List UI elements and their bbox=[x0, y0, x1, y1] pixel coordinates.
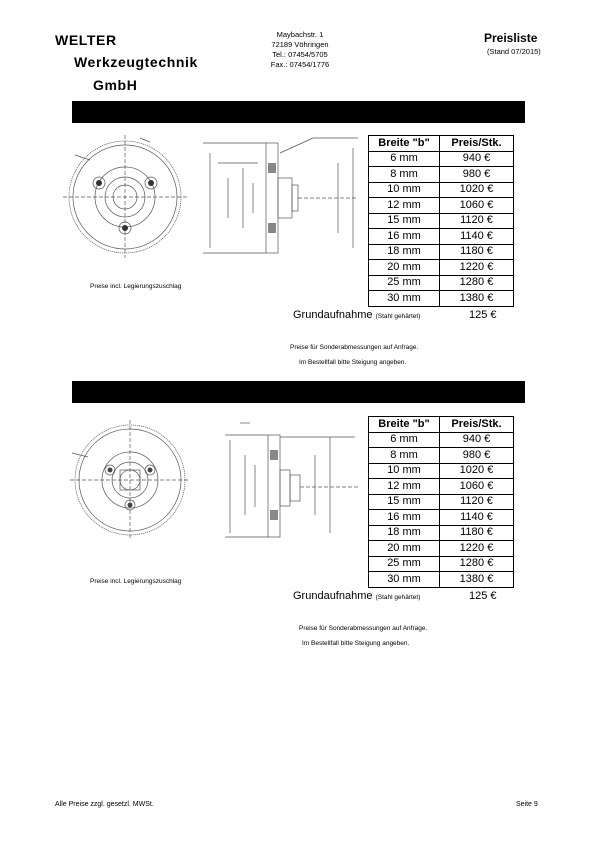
base-holder-label: Grundaufnahme bbox=[293, 590, 373, 602]
section-1-front-view-drawing bbox=[60, 130, 190, 265]
price-cell: 1220 € bbox=[440, 541, 514, 557]
company-name-line1: WELTER bbox=[55, 32, 117, 48]
width-cell: 20 mm bbox=[369, 260, 440, 276]
price-cell: 980 € bbox=[440, 448, 514, 464]
table-row bbox=[369, 198, 514, 214]
width-cell: 16 mm bbox=[369, 229, 440, 245]
price-cell: 1180 € bbox=[440, 525, 514, 541]
table-row bbox=[369, 556, 514, 572]
page-title: Preisliste bbox=[484, 31, 538, 45]
price-cell: 1220 € bbox=[440, 260, 514, 276]
table-row bbox=[369, 167, 514, 183]
width-cell: 30 mm bbox=[369, 291, 440, 307]
price-cell: 1180 € bbox=[440, 244, 514, 260]
col-price-header: Preis/Stk. bbox=[440, 136, 514, 152]
section-2-side-view-drawing bbox=[220, 415, 370, 545]
section-2-pitch-note: Im Bestellfall bitte Steigung angeben. bbox=[302, 640, 410, 647]
address-fax: Fax.: 07454/1776 bbox=[270, 60, 330, 69]
section-1-price-table bbox=[368, 135, 514, 307]
table-row bbox=[369, 572, 514, 588]
section-1-special-sizes-note: Preise für Sonderabmessungen auf Anfrage. bbox=[290, 344, 419, 351]
table-row bbox=[369, 213, 514, 229]
footer-vat-note: Alle Preise zzgl. gesetzl. MWSt. bbox=[55, 801, 154, 808]
section-2-front-view-drawing bbox=[60, 415, 190, 545]
table-row bbox=[369, 244, 514, 260]
width-cell: 18 mm bbox=[369, 525, 440, 541]
width-cell: 30 mm bbox=[369, 572, 440, 588]
section-1-bar bbox=[72, 101, 525, 123]
base-holder-note: (Stahl gehärtet) bbox=[375, 594, 421, 601]
price-cell: 1120 € bbox=[440, 213, 514, 229]
price-cell: 1120 € bbox=[440, 494, 514, 510]
width-cell: 10 mm bbox=[369, 463, 440, 479]
price-cell: 1020 € bbox=[440, 463, 514, 479]
table-row bbox=[369, 260, 514, 276]
width-cell: 8 mm bbox=[369, 167, 440, 183]
price-cell: 980 € bbox=[440, 167, 514, 183]
width-cell: 15 mm bbox=[369, 213, 440, 229]
width-cell: 15 mm bbox=[369, 494, 440, 510]
width-cell: 25 mm bbox=[369, 556, 440, 572]
price-cell: 940 € bbox=[440, 432, 514, 448]
table-row bbox=[369, 525, 514, 541]
table-row bbox=[369, 291, 514, 307]
section-1-alloy-note: Preise incl. Legierungszuschlag bbox=[90, 283, 182, 290]
width-cell: 10 mm bbox=[369, 182, 440, 198]
table-row bbox=[369, 510, 514, 526]
table-row bbox=[369, 151, 514, 167]
address-street: Maybachstr. 1 bbox=[276, 30, 324, 39]
width-cell: 12 mm bbox=[369, 479, 440, 495]
base-holder-label: Grundaufnahme bbox=[293, 309, 373, 321]
table-row bbox=[369, 182, 514, 198]
width-cell: 20 mm bbox=[369, 541, 440, 557]
table-row bbox=[369, 494, 514, 510]
width-cell: 6 mm bbox=[369, 432, 440, 448]
width-cell: 18 mm bbox=[369, 244, 440, 260]
price-cell: 1060 € bbox=[440, 198, 514, 214]
width-cell: 12 mm bbox=[369, 198, 440, 214]
table-row bbox=[369, 448, 514, 464]
price-cell: 1280 € bbox=[440, 275, 514, 291]
base-holder-note: (Stahl gehärtet) bbox=[375, 313, 421, 320]
page-number: Seite 9 bbox=[516, 801, 538, 808]
price-cell: 1280 € bbox=[440, 556, 514, 572]
address-city: 72189 Vöhringen bbox=[271, 40, 329, 49]
table-row bbox=[369, 541, 514, 557]
address-tel: Tel.: 07454/5705 bbox=[272, 50, 328, 59]
company-name-line2: Werkzeugtechnik bbox=[74, 54, 198, 70]
price-cell: 1140 € bbox=[440, 510, 514, 526]
section-2-base-holder-price: 125 € bbox=[469, 590, 497, 602]
table-row bbox=[369, 275, 514, 291]
price-cell: 1380 € bbox=[440, 291, 514, 307]
table-row bbox=[369, 463, 514, 479]
width-cell: 6 mm bbox=[369, 151, 440, 167]
section-2-base-holder bbox=[293, 590, 420, 602]
price-cell: 1380 € bbox=[440, 572, 514, 588]
section-2-alloy-note: Preise incl. Legierungszuschlag bbox=[90, 578, 182, 585]
price-cell: 1140 € bbox=[440, 229, 514, 245]
col-width-header: Breite "b" bbox=[369, 417, 440, 433]
width-cell: 8 mm bbox=[369, 448, 440, 464]
section-1-base-holder-price: 125 € bbox=[469, 309, 497, 321]
table-row bbox=[369, 229, 514, 245]
company-address bbox=[240, 30, 360, 70]
price-cell: 1020 € bbox=[440, 182, 514, 198]
table-header-row bbox=[369, 136, 514, 152]
section-1-pitch-note: Im Bestellfall bitte Steigung angeben. bbox=[299, 359, 407, 366]
company-name-line3: GmbH bbox=[93, 77, 138, 93]
price-cell: 940 € bbox=[440, 151, 514, 167]
width-cell: 25 mm bbox=[369, 275, 440, 291]
col-price-header: Preis/Stk. bbox=[440, 417, 514, 433]
section-2-price-table bbox=[368, 416, 514, 588]
section-1-side-view-drawing bbox=[198, 133, 363, 261]
price-cell: 1060 € bbox=[440, 479, 514, 495]
width-cell: 16 mm bbox=[369, 510, 440, 526]
col-width-header: Breite "b" bbox=[369, 136, 440, 152]
table-row bbox=[369, 432, 514, 448]
table-header-row bbox=[369, 417, 514, 433]
section-1-base-holder bbox=[293, 309, 420, 321]
price-date: (Stand 07/2015) bbox=[487, 47, 541, 56]
table-row bbox=[369, 479, 514, 495]
section-2-special-sizes-note: Preise für Sonderabmessungen auf Anfrage. bbox=[299, 625, 428, 632]
section-2-bar bbox=[72, 381, 525, 403]
